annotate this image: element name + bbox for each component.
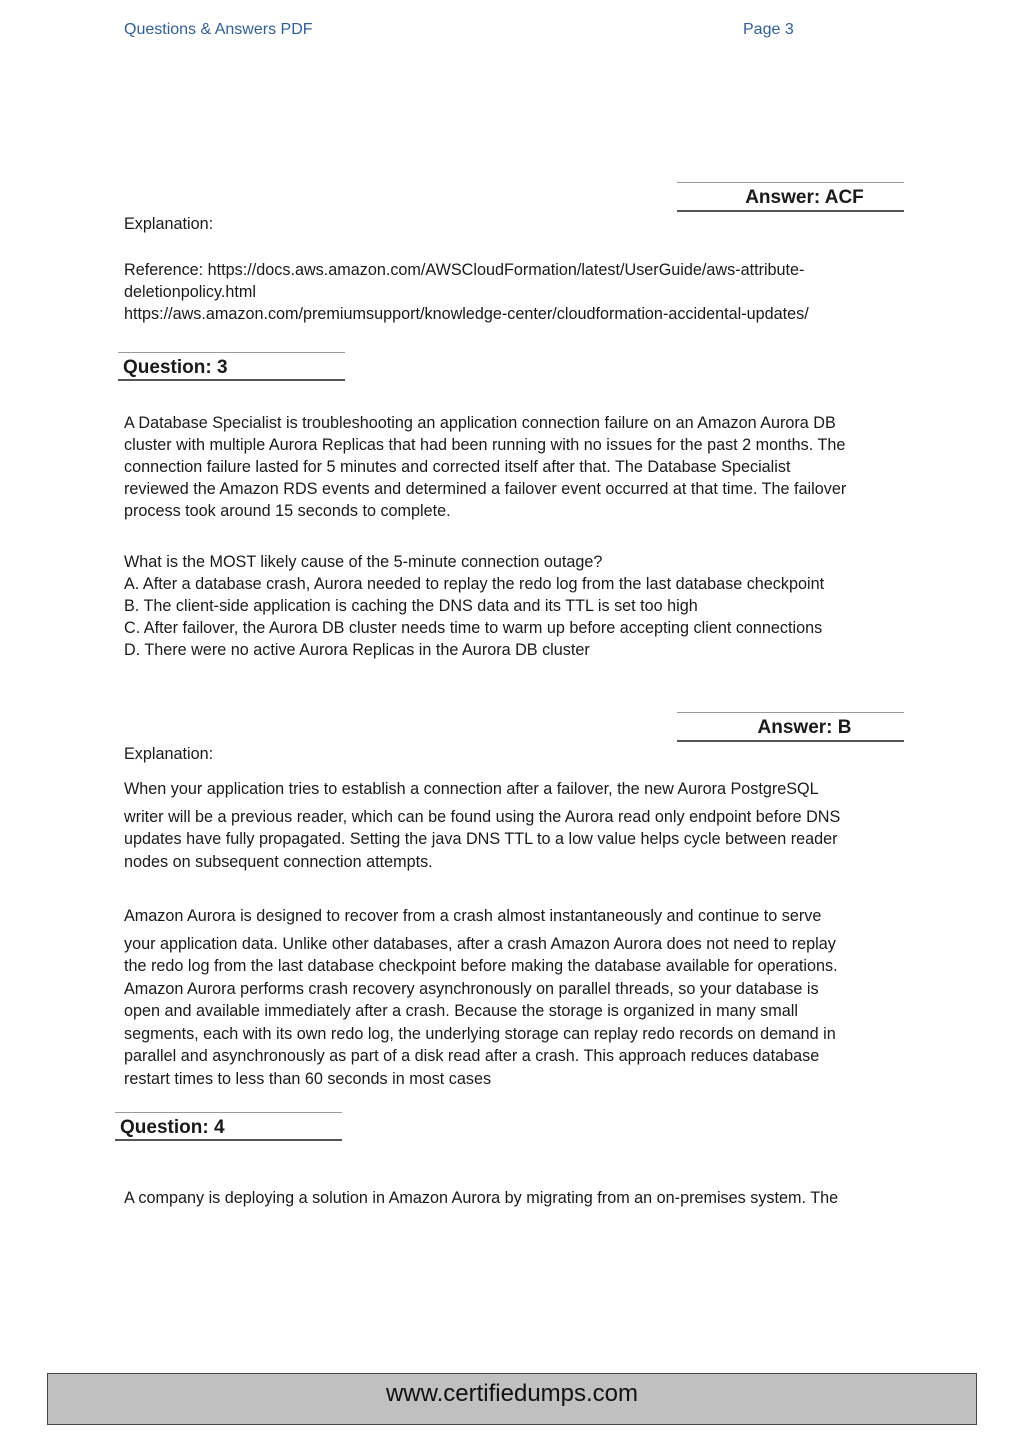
explanation-line: your application data. Unlike other databases, after a crash Amazon Aurora does not need to replay [124,935,836,953]
answer-label: Answer: B [757,717,852,738]
explanation-line: Amazon Aurora is designed to recover from a crash almost instantaneously and continue to serve [124,907,822,925]
question-body-line: reviewed the Amazon RDS events and determined a failover event occurred at that time. The failover [124,480,847,498]
answer-box-q2 [677,182,904,212]
question-body-line: process took around 15 seconds to complete. [124,502,451,520]
reference-line: https://aws.amazon.com/premiumsupport/knowledge-center/cloudformation-accidental-updates/ [124,305,809,323]
question-body-line: A Database Specialist is troubleshooting an application connection failure on an Amazon Aurora DB [124,414,836,432]
question-prompt: What is the MOST likely cause of the 5-minute connection outage? [124,553,603,571]
explanation-line: restart times to less than 60 seconds in most cases [124,1070,492,1088]
question-title: Question: 4 [120,1117,225,1138]
explanation-label: Explanation: [124,745,214,763]
explanation-line: segments, each with its own redo log, the underlying storage can replay redo records on demand in [124,1025,836,1043]
reference-line: deletionpolicy.html [124,283,256,301]
question-heading-3 [118,352,345,381]
explanation-line: parallel and asynchronously as part of a disk read after a crash. This approach reduces database [124,1047,820,1065]
question-heading-4 [115,1112,342,1141]
explanation-label: Explanation: [124,215,214,233]
explanation-line: Amazon Aurora performs crash recovery asynchronously on parallel threads, so your database is [124,980,819,998]
answer-option-b: B. The client-side application is caching the DNS data and its TTL is set too high [124,597,698,615]
question-body-line: cluster with multiple Aurora Replicas that had been running with no issues for the past 2 months. The [124,436,846,454]
document-header-title: Questions & Answers PDF [124,21,313,38]
question-body-line: connection failure lasted for 5 minutes and corrected itself after that. The Database Specialist [124,458,791,476]
answer-option-d: D. There were no active Aurora Replicas in the Aurora DB cluster [124,641,590,659]
answer-box-q3 [677,712,904,742]
question-body-line: A company is deploying a solution in Amazon Aurora by migrating from an on-premises system. The [124,1189,839,1207]
explanation-line: the redo log from the last database checkpoint before making the database available for operations. [124,957,838,975]
explanation-line: nodes on subsequent connection attempts. [124,853,433,871]
explanation-line: writer will be a previous reader, which can be found using the Aurora read only endpoint before DNS [124,808,841,826]
footer-banner [47,1373,977,1425]
footer-url: www.certifiedumps.com [385,1380,639,1407]
page-number: Page 3 [743,21,794,38]
explanation-line: When your application tries to establish a connection after a failover, the new Aurora PostgreSQL [124,780,819,798]
question-title: Question: 3 [123,357,228,378]
explanation-line: updates have fully propagated. Setting the java DNS TTL to a low value helps cycle between reader [124,830,838,848]
answer-label: Answer: ACF [745,187,864,208]
explanation-line: open and available immediately after a crash. Because the storage is organized in many small [124,1002,798,1020]
reference-line: Reference: https://docs.aws.amazon.com/AWSCloudFormation/latest/UserGuide/aws-attribute- [124,261,805,279]
answer-option-c: C. After failover, the Aurora DB cluster needs time to warm up before accepting client connections [124,619,823,637]
answer-option-a: A. After a database crash, Aurora needed to replay the redo log from the last database checkpoint [124,575,825,593]
